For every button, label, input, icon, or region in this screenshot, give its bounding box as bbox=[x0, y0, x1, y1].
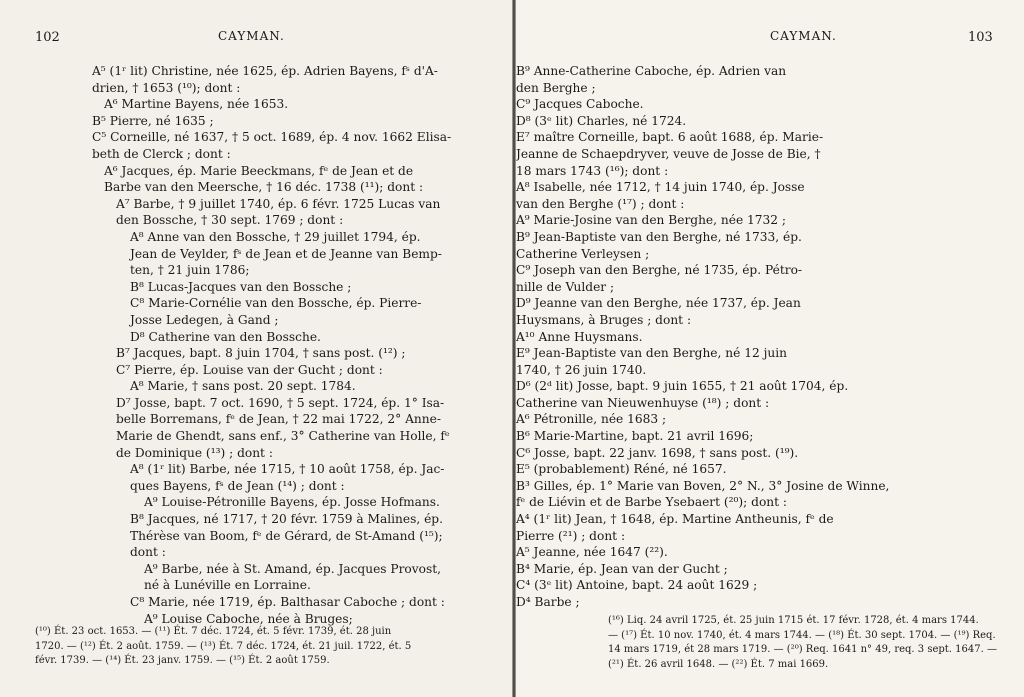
running-head: CAYMAN. bbox=[770, 29, 837, 43]
genealogy-line: né à Lunéville en Lorraine. bbox=[144, 578, 311, 593]
genealogy-line: B⁹ Jean-Baptiste van den Berghe, né 1733, ép. bbox=[516, 229, 802, 244]
genealogy-line: A⁸ Isabelle, née 1712, † 14 juin 1740, ép. Josse bbox=[516, 180, 805, 195]
genealogy-line: drien, † 1653 (¹⁰); dont : bbox=[92, 80, 241, 95]
genealogy-line: C⁷ Pierre, ép. Louise van der Gucht ; dont : bbox=[116, 362, 383, 377]
footnote-line: 1720. — (¹²) Ét. 2 août. 1759. — (¹³) Ét. 7 déc. 1724, ét. 21 juil. 1722, ét. 5 bbox=[35, 640, 412, 652]
footnote-line: févr. 1739. — (¹⁴) Ét. 23 janv. 1759. — (¹⁵) Ét. 2 août 1759. bbox=[35, 655, 330, 666]
genealogy-line: Marie de Ghendt, sans enf., 3° Catherine van Holle, fᵉ bbox=[116, 429, 450, 444]
genealogy-line: A⁹ Louise-Pétronille Bayens, ép. Josse Hofmans. bbox=[144, 495, 440, 510]
genealogy-line: A⁴ (1ʳ lit) Jean, † 1648, ép. Martine Antheunis, fᵉ de bbox=[516, 512, 834, 527]
genealogy-line: Huysmans, à Bruges ; dont : bbox=[516, 312, 692, 327]
footnote-line: (¹⁶) Liq. 24 avril 1725, ét. 25 juin 1715 ét. 17 févr. 1728, ét. 4 mars 1744. bbox=[608, 615, 979, 626]
genealogy-line: dont : bbox=[130, 545, 166, 560]
genealogy-line: Thérèse van Boom, fᵉ de Gérard, de St-Amand (¹⁵); bbox=[130, 528, 443, 543]
genealogy-line: A⁹ Marie-Josine van den Berghe, née 1732 ; bbox=[516, 213, 787, 228]
genealogy-line: B⁴ Marie, ép. Jean van der Gucht ; bbox=[516, 561, 728, 576]
genealogy-line: C⁹ Joseph van den Berghe, né 1735, ép. Pétro- bbox=[516, 263, 803, 278]
genealogy-line: den Bossche, † 30 sept. 1769 ; dont : bbox=[116, 213, 344, 228]
genealogy-line: C⁴ (3ᵉ lit) Antoine, bapt. 24 août 1629 ; bbox=[516, 578, 758, 593]
right-page bbox=[516, 0, 1024, 697]
genealogy-line: ten, † 21 juin 1786; bbox=[130, 263, 250, 278]
genealogy-line: A⁹ Louise Caboche, née à Bruges; bbox=[144, 611, 353, 626]
genealogy-line: Jeanne de Schaepdryver, veuve de Josse de Bie, † bbox=[516, 146, 821, 161]
genealogy-line: den Berghe ; bbox=[516, 80, 596, 95]
genealogy-line: de Dominique (¹³) ; dont : bbox=[116, 445, 273, 460]
genealogy-line: Jean de Veylder, fˢ de Jean et de Jeanne van Bemp- bbox=[130, 246, 442, 261]
footnote-line: (¹⁰) Ét. 23 oct. 1653. — (¹¹) Ét. 7 déc. 1724, ét. 5 févr. 1739, ét. 28 juin bbox=[35, 626, 392, 637]
genealogy-line: 1740, † 26 juin 1740. bbox=[516, 362, 647, 377]
genealogy-line: A⁶ Martine Bayens, née 1653. bbox=[104, 97, 289, 112]
footnotes bbox=[608, 614, 997, 672]
genealogy-line: Pierre (²¹) ; dont : bbox=[516, 528, 626, 543]
page-number: 102 bbox=[35, 30, 60, 45]
genealogy-line: B⁷ Jacques, bapt. 8 juin 1704, † sans post. (¹²) ; bbox=[116, 346, 406, 361]
genealogy-line: B⁶ Marie-Martine, bapt. 21 avril 1696; bbox=[516, 429, 754, 444]
genealogy-line: D⁴ Barbe ; bbox=[516, 595, 580, 609]
genealogy-line: A⁸ Marie, † sans post. 20 sept. 1784. bbox=[130, 379, 356, 394]
genealogy-line: Catherine Verleysen ; bbox=[516, 246, 650, 261]
genealogy-line: nille de Vulder ; bbox=[516, 279, 615, 294]
page-body bbox=[0, 63, 451, 627]
genealogy-line: D⁸ (3ᵉ lit) Charles, né 1724. bbox=[516, 113, 687, 128]
genealogy-line: B⁸ Lucas-Jacques van den Bossche ; bbox=[130, 279, 352, 294]
genealogy-line: C⁸ Marie-Cornélie van den Bossche, ép. Pierre- bbox=[130, 296, 422, 311]
genealogy-line: A¹⁰ Anne Huysmans. bbox=[516, 329, 643, 344]
genealogy-line: A⁵ Jeanne, née 1647 (²²). bbox=[516, 545, 668, 560]
genealogy-line: Josse Ledegen, à Gand ; bbox=[130, 312, 279, 327]
genealogy-line: fᵉ de Liévin et de Barbe Ysebaert (²⁰); dont : bbox=[516, 495, 788, 510]
genealogy-line: E⁵ (probablement) Réné, né 1657. bbox=[516, 462, 727, 477]
genealogy-line: E⁷ maître Corneille, bapt. 6 août 1688, ép. Marie- bbox=[516, 130, 824, 145]
genealogy-line: C⁶ Josse, bapt. 22 janv. 1698, † sans post. (¹⁹). bbox=[516, 445, 799, 460]
genealogy-line: 18 mars 1743 (¹⁶); dont : bbox=[516, 163, 669, 178]
genealogy-line: C⁸ Marie, née 1719, ép. Balthasar Caboche ; dont : bbox=[130, 595, 445, 609]
page-number: 103 bbox=[968, 30, 993, 45]
genealogy-line: Catherine van Nieuwenhuyse (¹⁸) ; dont : bbox=[516, 395, 770, 410]
genealogy-line: ques Bayens, fˢ de Jean (¹⁴) ; dont : bbox=[130, 478, 345, 493]
genealogy-line: A⁵ (1ʳ lit) Christine, née 1625, ép. Adrien Bayens, fˢ d'A- bbox=[92, 64, 438, 78]
genealogy-line: C⁹ Jacques Caboche. bbox=[516, 97, 644, 112]
genealogy-line: C⁵ Corneille, né 1637, † 5 oct. 1689, ép. 4 nov. 1662 Elisa- bbox=[92, 130, 452, 145]
genealogy-line: A⁸ (1ʳ lit) Barbe, née 1715, † 10 août 1758, ép. Jac- bbox=[130, 462, 445, 477]
genealogy-line: D⁹ Jeanne van den Berghe, née 1737, ép. Jean bbox=[516, 296, 801, 311]
genealogy-line: van den Berghe (¹⁷) ; dont : bbox=[516, 196, 685, 211]
genealogy-line: belle Borremans, fᵉ de Jean, † 22 mai 1722, 2° Anne- bbox=[116, 412, 441, 427]
genealogy-line: B⁸ Jacques, né 1717, † 20 févr. 1759 à Malines, ép. bbox=[130, 512, 443, 527]
footnote-line: 14 mars 1719, ét 28 mars 1719. — (²⁰) Req. 1641 n° 49, req. 3 sept. 1647. — bbox=[608, 644, 997, 655]
genealogy-line: B⁵ Pierre, né 1635 ; bbox=[92, 113, 214, 128]
genealogy-line: A⁶ Jacques, ép. Marie Beeckmans, fᵉ de Jean et de bbox=[104, 163, 414, 178]
genealogy-line: A⁶ Pétronille, née 1683 ; bbox=[516, 412, 667, 427]
genealogy-line: D⁸ Catherine van den Bossche. bbox=[130, 329, 321, 344]
footnotes bbox=[35, 625, 411, 669]
page-body bbox=[516, 63, 889, 611]
genealogy-line: Barbe van den Meersche, † 16 déc. 1738 (¹¹); dont : bbox=[104, 180, 424, 195]
genealogy-line: D⁶ (2ᵈ lit) Josse, bapt. 9 juin 1655, † 21 août 1704, ép. bbox=[516, 379, 849, 394]
genealogy-line: A⁸ Anne van den Bossche, † 29 juillet 1794, ép. bbox=[130, 229, 421, 244]
footnote-line: — (¹⁷) Ét. 10 nov. 1740, ét. 4 mars 1744. — (¹⁸) Ét. 30 sept. 1704. — (¹⁹) Req. bbox=[608, 629, 996, 641]
genealogy-line: B³ Gilles, ép. 1° Marie van Boven, 2° N., 3° Josine de Winne, bbox=[516, 478, 890, 493]
genealogy-line: B⁹ Anne-Catherine Caboche, ép. Adrien van bbox=[516, 64, 787, 78]
genealogy-line: E⁹ Jean-Baptiste van den Berghe, né 12 juin bbox=[516, 346, 787, 361]
genealogy-line: D⁷ Josse, bapt. 7 oct. 1690, † 5 sept. 1724, ép. 1° Isa- bbox=[116, 395, 445, 410]
genealogy-line: A⁹ Barbe, née à St. Amand, ép. Jacques Provost, bbox=[144, 561, 442, 576]
running-head: CAYMAN. bbox=[218, 29, 285, 43]
genealogy-line: A⁷ Barbe, † 9 juillet 1740, ép. 6 févr. 1725 Lucas van bbox=[116, 196, 441, 211]
genealogy-line: beth de Clerck ; dont : bbox=[92, 146, 231, 161]
footnote-line: (²¹) Ét. 26 avril 1648. — (²²) Ét. 7 mai 1669. bbox=[608, 658, 829, 670]
